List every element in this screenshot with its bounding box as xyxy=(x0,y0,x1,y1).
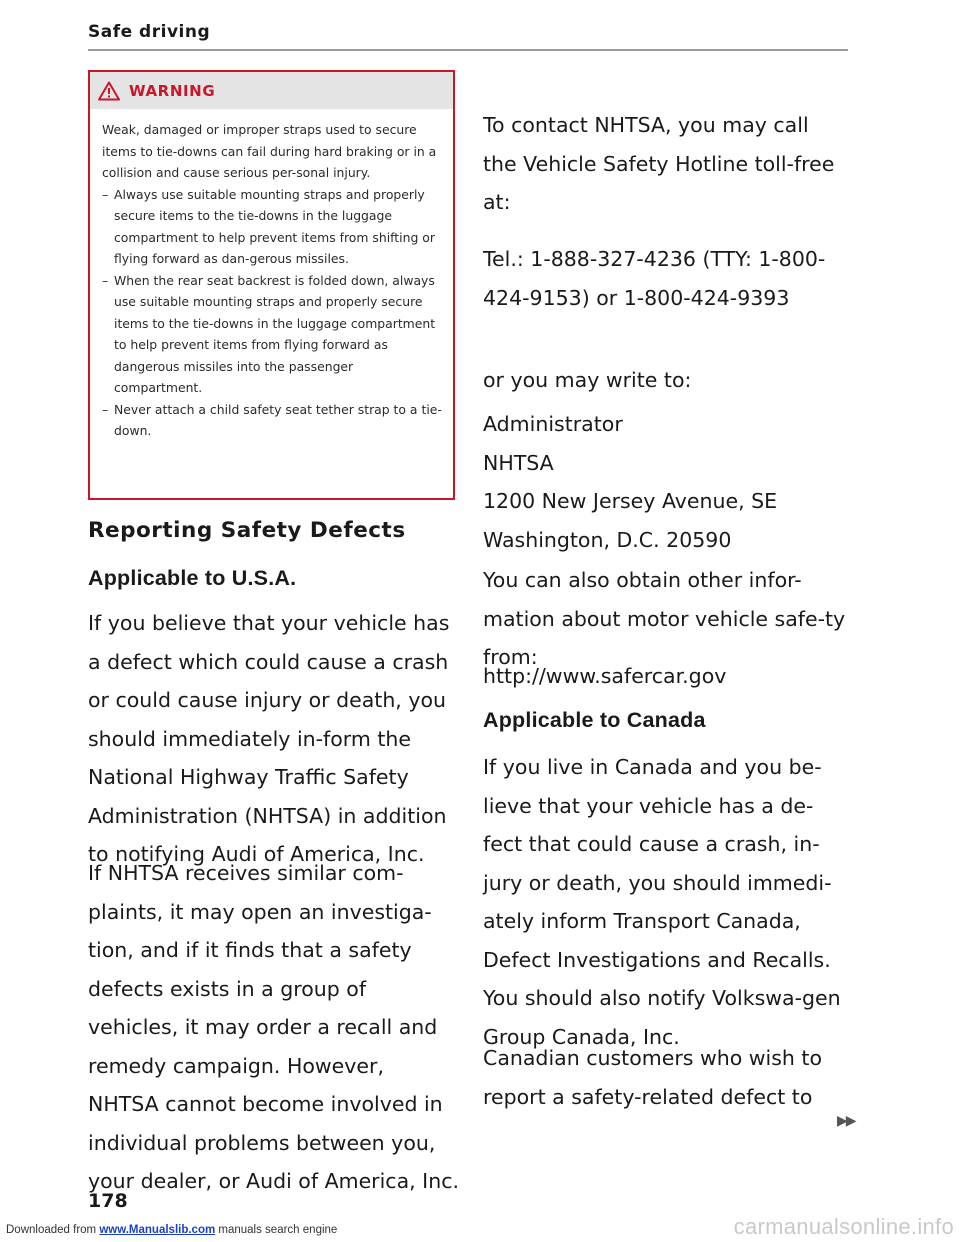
safercar-url[interactable]: http://www.safercar.gov xyxy=(483,664,727,688)
warning-bullet: – Never attach a child safety seat tether strap to a tie-down. xyxy=(102,399,443,442)
usa-heading: Applicable to U.S.A. xyxy=(88,566,297,590)
section-title: Safe driving xyxy=(88,22,211,42)
usa-paragraph-1: If you believe that your vehicle has a defect which could cause a crash or could cause injury or death, you should immediately in-form the National Highway Traffic Safety Administration (NHTSA) in addition to notifying Audi of America, Inc. xyxy=(88,611,450,866)
mailing-address xyxy=(483,405,848,559)
warning-body xyxy=(90,109,453,442)
warning-box xyxy=(88,70,455,500)
warning-triangle-icon xyxy=(98,81,120,101)
page-number: 178 xyxy=(88,1190,128,1212)
usa-paragraph-2: If NHTSA receives similar com-plaints, it may open an investiga-tion, and if it finds that a safety defects exists in a group of vehicles, it may order a recall and remedy campaign. However, NHTSA cannot become involved in individual problems between you, your dealer, or Audi of America, Inc. xyxy=(88,861,459,1193)
address-line: NHTSA xyxy=(483,450,554,475)
footer-suffix: manuals search engine xyxy=(215,1224,338,1236)
watermark: carmanualsonline.info xyxy=(733,1214,954,1239)
canada-paragraph-2: Canadian customers who wish to report a safety-related defect to xyxy=(483,1046,822,1109)
warning-title: WARNING xyxy=(129,81,216,100)
header-divider xyxy=(88,49,848,51)
manualslib-link[interactable]: www.Manualslib.com xyxy=(99,1224,216,1236)
address-line: Administrator xyxy=(483,412,623,436)
footer-prefix: Downloaded from xyxy=(6,1224,100,1236)
warning-header xyxy=(90,72,453,109)
canada-heading: Applicable to Canada xyxy=(483,708,706,732)
warning-bullet: – When the rear seat backrest is folded down, always use suitable mounting straps and properly secure items to the tie-downs in the luggage compartment to help prevent items from flying forward as dangerous missiles into the passenger compartment. xyxy=(102,270,443,399)
warning-list xyxy=(102,184,443,442)
hotline-numbers: Tel.: 1-888-327-4236 (TTY: 1-800-424-9153) or 1-800-424-9393 xyxy=(483,247,826,310)
write-to-text: or you may write to: xyxy=(483,368,692,392)
continue-arrow-icon: ▶▶ xyxy=(837,1113,855,1129)
download-footer xyxy=(6,1224,337,1236)
warning-intro: Weak, damaged or improper straps used to secure items to tie-downs can fail during hard braking or in a collision and cause serious per-sonal injury. xyxy=(102,122,437,180)
address-line: Washington, D.C. 20590 xyxy=(483,527,732,552)
canada-paragraph-1: If you live in Canada and you be-lieve that your vehicle has a de-fect that could cause a crash, in-jury or death, you should immedi-ately inform Transport Canada, Defect Investigations and Recalls. You should also notify Volkswa-gen Group Canada, Inc. xyxy=(483,755,841,1049)
usa-paragraph-3: To contact NHTSA, you may call the Vehicle Safety Hotline toll-free at: xyxy=(483,113,835,214)
address-line: 1200 New Jersey Avenue, SE xyxy=(483,489,778,513)
usa-paragraph-6: You can also obtain other infor-mation about motor vehicle safe-ty from: xyxy=(483,568,846,669)
section-heading: Reporting Safety Defects xyxy=(88,518,406,543)
warning-bullet: – Always use suitable mounting straps and properly secure items to the tie-downs in the luggage compartment to help prevent items from shifting or flying forward as dan-gerous missiles. xyxy=(102,184,443,270)
